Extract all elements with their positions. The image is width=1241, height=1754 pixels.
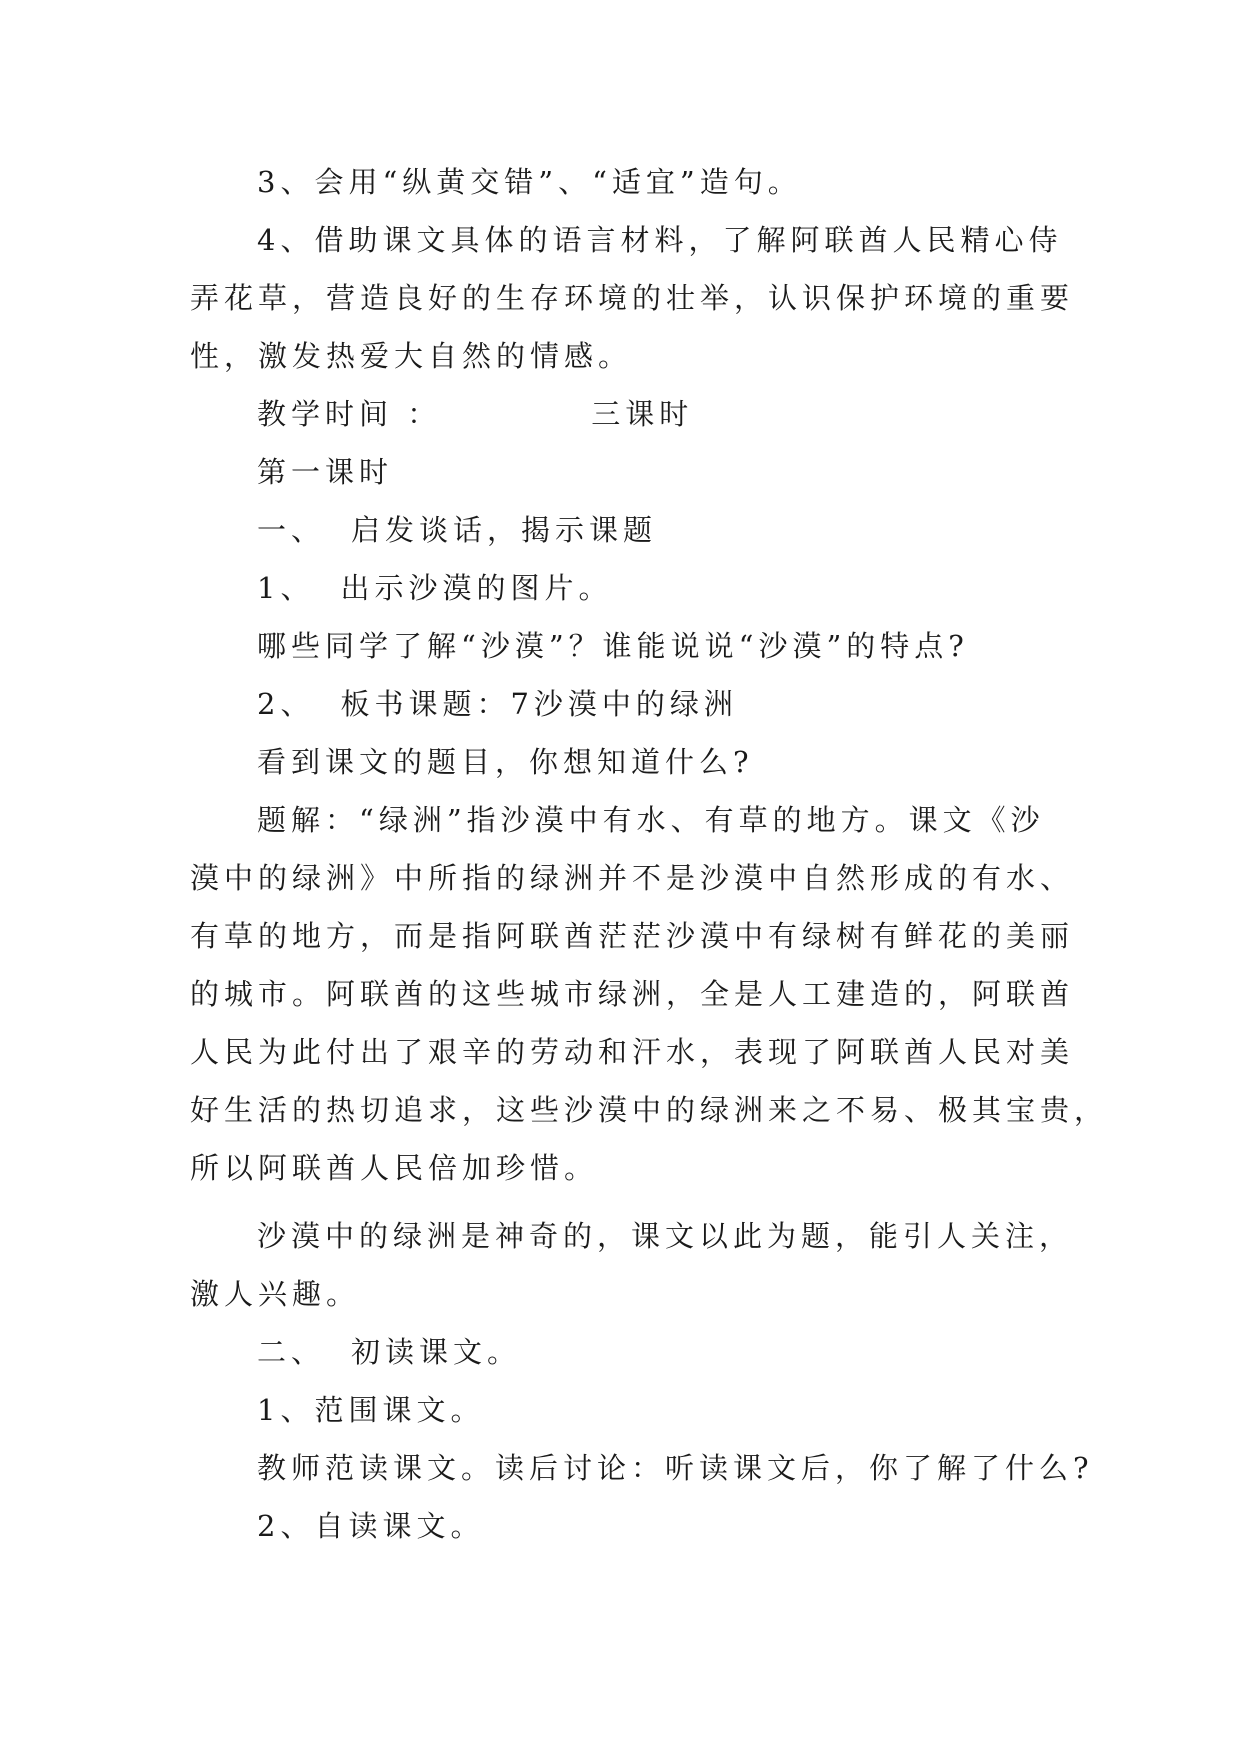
oasis-note-line-1: 沙漠中的绿洲是神奇的，课文以此为题，能引人关注， xyxy=(257,1219,1074,1253)
reading-step-1-detail: 教师范读课文。读后讨论：听读课文后，你了解了什么? xyxy=(257,1451,1094,1485)
section-2-number: 二、 xyxy=(257,1335,326,1369)
step-1-text: 出示沙漠的图片。 xyxy=(340,571,613,605)
title-explanation-line-1: 题解：“绿洲”指沙漠中有水、有草的地方。课文《沙 xyxy=(257,803,1045,837)
question-desert: 哪些同学了解“沙漠”？谁能说说“沙漠”的特点? xyxy=(257,629,969,663)
title-explanation-line-6: 好生活的热切追求，这些沙漠中的绿洲来之不易、极其宝贵， xyxy=(190,1093,1109,1127)
reading-step-1: 1、范围课文。 xyxy=(257,1393,485,1427)
title-explanation-line-2: 漠中的绿洲》中所指的绿洲并不是沙漠中自然形成的有水、 xyxy=(190,861,1075,895)
reading-step-2: 2、自读课文。 xyxy=(257,1509,485,1543)
section-2-heading xyxy=(257,1332,521,1372)
objective-4-line-1: 4、借助课文具体的语言材料，了解阿联酋人民精心侍 xyxy=(257,223,1063,257)
title-explanation-line-4: 的城市。阿联酋的这些城市绿洲，全是人工建造的，阿联酋 xyxy=(190,977,1075,1011)
objective-4-line-2: 弄花草，营造良好的生存环境的壮举，认识保护环境的重要 xyxy=(190,281,1075,315)
section-1-title: 启发谈话，揭示课题 xyxy=(351,513,658,547)
teaching-time-label: 教学时间 ： xyxy=(257,397,442,431)
objective-3: 3、会用“纵黄交错”、“适宜”造句。 xyxy=(257,165,802,199)
step-2 xyxy=(257,684,738,724)
step-2-number: 2、 xyxy=(257,687,315,721)
teaching-time xyxy=(257,394,693,434)
step-2-text: 板书课题：7沙漠中的绿洲 xyxy=(340,687,738,721)
step-1-number: 1、 xyxy=(257,571,315,605)
step-1 xyxy=(257,568,612,608)
objective-4-line-3: 性，激发热爱大自然的情感。 xyxy=(190,339,633,373)
section-1-heading xyxy=(257,510,657,550)
lesson-heading: 第一课时 xyxy=(257,455,394,489)
title-explanation-line-5: 人民为此付出了艰辛的劳动和汗水，表现了阿联酋人民对美 xyxy=(190,1035,1075,1069)
section-1-number: 一、 xyxy=(257,513,326,547)
title-explanation-line-3: 有草的地方，而是指阿联酋茫茫沙漠中有绿树有鲜花的美丽 xyxy=(190,919,1075,953)
title-explanation-line-7: 所以阿联酋人民倍加珍惜。 xyxy=(190,1151,599,1185)
question-title: 看到课文的题目，你想知道什么? xyxy=(257,745,754,779)
teaching-time-value: 三课时 xyxy=(591,397,694,431)
oasis-note-line-2: 激人兴趣。 xyxy=(190,1277,361,1311)
section-2-title: 初读课文。 xyxy=(351,1335,522,1369)
